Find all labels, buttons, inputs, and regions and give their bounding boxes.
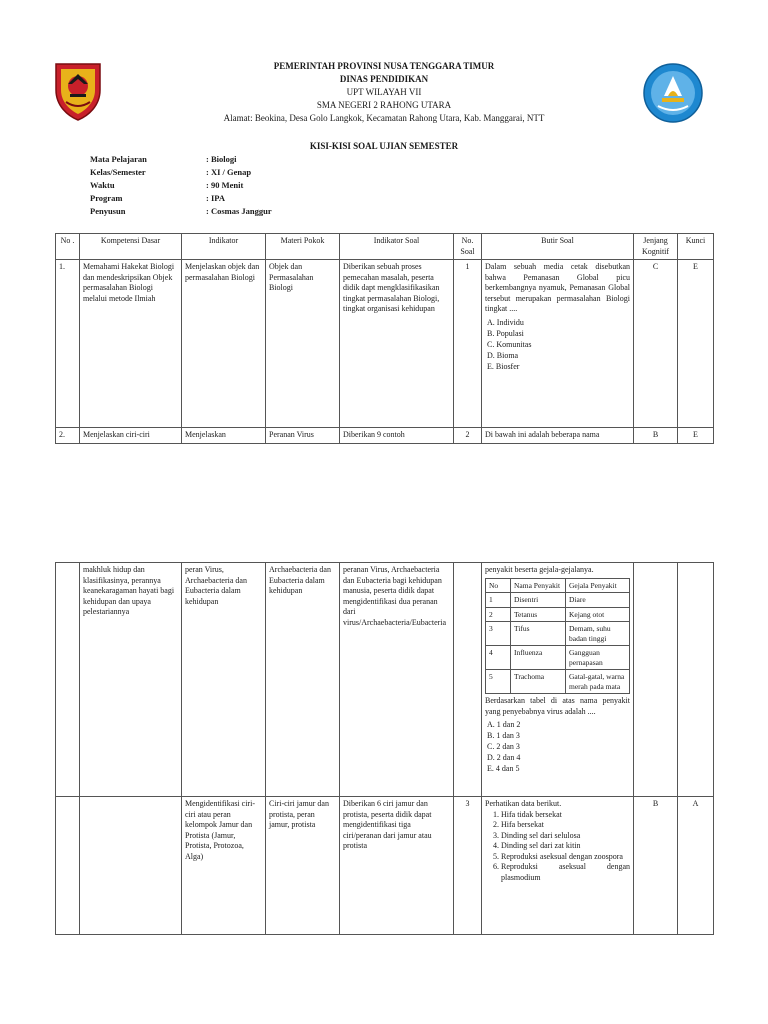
inner-cell: 2 — [486, 607, 511, 622]
data-item: 4. Dinding sel dari zat kitin — [501, 841, 630, 852]
header-no-soal: No. Soal — [454, 234, 482, 260]
table-row — [56, 563, 714, 797]
meta-label: Mata Pelajaran — [90, 154, 147, 164]
data-item: 6. Reproduksi aseksual dengan plasmodium — [501, 862, 630, 883]
letterhead-address: Alamat: Beokina, Desa Golo Langkok, Kecamatan Rahong Utara, Kab. Manggarai, NTT — [223, 113, 545, 123]
inner-cell: Demam, suhu badan tinggi — [566, 622, 630, 646]
cell-materi: Archaebacteria dan Eubacteria dalam kehidupan — [266, 563, 340, 797]
grid-table-page-1 — [55, 233, 714, 444]
question-intro: penyakit beserta gejala-gejalanya. — [485, 565, 594, 574]
grid-table-page-2 — [55, 562, 714, 935]
cell-no — [56, 797, 80, 935]
inner-row — [486, 607, 630, 622]
meta-value: : Biologi — [206, 154, 237, 164]
cell-kd: Menjelaskan ciri-ciri — [80, 428, 182, 444]
cell-indikator: peran Virus, Archaebacteria dan Eubacteria dalam kehidupan — [182, 563, 266, 797]
inner-cell: Kejang otot — [566, 607, 630, 622]
header-no: No . — [56, 234, 80, 260]
inner-cell: 4 — [486, 646, 511, 670]
cell-kunci: E — [678, 428, 714, 444]
inner-cell: Disentri — [511, 593, 566, 608]
inner-header-row — [486, 578, 630, 593]
cell-butir-soal — [482, 797, 634, 935]
meta-value: : 90 Menit — [206, 180, 244, 190]
header-materi: Materi Pokok — [266, 234, 340, 260]
option-list — [485, 317, 630, 372]
header-jenjang: Jenjang Kognitif — [634, 234, 678, 260]
cell-no: 1. — [56, 260, 80, 428]
letterhead-line-1: PEMERINTAH PROVINSI NUSA TENGGARA TIMUR — [273, 61, 495, 71]
cell-kd — [80, 797, 182, 935]
header-kunci: Kunci — [678, 234, 714, 260]
cell-jenjang: B — [634, 428, 678, 444]
header-indikator-soal: Indikator Soal — [340, 234, 454, 260]
data-item: 3. Dinding sel dari selulosa — [501, 831, 630, 842]
letterhead-line-4: SMA NEGERI 2 RAHONG UTARA — [316, 100, 452, 110]
cell-kunci — [678, 563, 714, 797]
cell-kd: Memahami Hakekat Biologi dan mendeskripsikan Objek permasalahan Biologi melalui metode Ilmiah — [80, 260, 182, 428]
header-indikator: Indikator — [182, 234, 266, 260]
data-item: 5. Reproduksi aseksual dengan zoospora — [501, 852, 630, 863]
cell-materi: Peranan Virus — [266, 428, 340, 444]
inner-header-no: No — [486, 578, 511, 593]
meta-value: : XI / Genap — [206, 167, 252, 177]
cell-indikator: Menjelaskan objek dan permasalahan Biologi — [182, 260, 266, 428]
meta-value: : IPA — [206, 193, 225, 203]
meta-label: Kelas/Semester — [90, 167, 146, 177]
cell-indikator-soal: Diberikan 9 contoh — [340, 428, 454, 444]
inner-header-symptom: Gejala Penyakit — [566, 578, 630, 593]
option-item: C. Komunitas — [487, 339, 532, 349]
option-item: E. Biosfer — [487, 361, 520, 371]
option-item: D. Bioma — [487, 350, 519, 360]
inner-cell: 3 — [486, 622, 511, 646]
cell-materi: Objek dan Permasalahan Biologi — [266, 260, 340, 428]
meta-label: Waktu — [90, 180, 115, 190]
inner-cell: Tetanus — [511, 607, 566, 622]
inner-cell: 5 — [486, 670, 511, 694]
data-list — [485, 810, 630, 884]
table-row — [56, 428, 714, 444]
cell-kd: makhluk hidup dan klasifikasinya, perannya keanekaragaman hayati bagi kehidupan dan upaya pelestariannya — [80, 563, 182, 797]
cell-no-soal — [454, 563, 482, 797]
cell-butir-soal — [482, 260, 634, 428]
cell-no-soal: 1 — [454, 260, 482, 428]
inner-row — [486, 646, 630, 670]
cell-kunci: A — [678, 797, 714, 935]
data-item: 1. Hifa tidak bersekat — [501, 810, 630, 821]
cell-jenjang: C — [634, 260, 678, 428]
table-row — [56, 797, 714, 935]
question-text: Berdasarkan tabel di atas nama penyakit yang penyebabnya virus adalah .... — [485, 696, 630, 716]
inner-row — [486, 670, 630, 694]
data-item: 2. Hifa bersekat — [501, 820, 630, 831]
cell-indikator: Mengidentifikasi ciri-ciri atau peran kelompok Jamur dan Protista (Jamur, Protista, Protozoa, Alga) — [182, 797, 266, 935]
meta-value: : Cosmas Janggur — [206, 206, 272, 216]
header-butir-soal: Butir Soal — [482, 234, 634, 260]
meta-label: Program — [90, 193, 123, 203]
option-list — [485, 719, 630, 774]
table-row — [56, 260, 714, 428]
option-item: A. Individu — [487, 317, 524, 327]
inner-cell: Tifus — [511, 622, 566, 646]
cell-indikator-soal: peranan Virus, Archaebacteria dan Eubacteria bagi kehidupan manusia, peserta didik dapat mengidentifikasi dua peranan dari virus/Archaebacteria/Eubacteria — [340, 563, 454, 797]
cell-butir-soal — [482, 563, 634, 797]
option-item: B. 1 dan 3 — [487, 731, 520, 740]
option-item: C. 2 dan 3 — [487, 742, 520, 751]
option-item: A. 1 dan 2 — [487, 720, 521, 729]
cell-no — [56, 563, 80, 797]
cell-kunci: E — [678, 260, 714, 428]
inner-cell: Trachoma — [511, 670, 566, 694]
table-header-row — [56, 234, 714, 260]
cell-butir-soal: Di bawah ini adalah beberapa nama — [482, 428, 634, 444]
cell-materi: Ciri-ciri jamur dan protista, peran jamur, protista — [266, 797, 340, 935]
inner-cell: Influenza — [511, 646, 566, 670]
cell-jenjang: B — [634, 797, 678, 935]
cell-indikator: Menjelaskan — [182, 428, 266, 444]
inner-cell: 1 — [486, 593, 511, 608]
inner-row — [486, 622, 630, 646]
cell-no: 2. — [56, 428, 80, 444]
question-text: Dalam sebuah media cetak disebutkan bahwa Pemanasan Global picu berkembangnya nyamuk, Pemanasan Global tersebut merupakan permasalahan Biologi tingkat .... — [485, 262, 630, 313]
cell-indikator-soal: Diberikan sebuah proses pemecahan masalah, peserta didik dapt mengklasifikasikan tingkat permasalahan Biologi, tingkat organisasi kehidupan — [340, 260, 454, 428]
cell-no-soal: 3 — [454, 797, 482, 935]
option-item: D. 2 dan 4 — [487, 753, 521, 762]
cell-indikator-soal: Diberikan 6 ciri jamur dan protista, peserta didik dapat mengidentifikasi tiga ciri/peranan dari jamur atau protista — [340, 797, 454, 935]
letterhead-line-3: UPT WILAYAH VII — [346, 87, 422, 97]
document-title: KISI-KISI SOAL UJIAN SEMESTER — [309, 141, 459, 151]
inner-header-name: Nama Penyakit — [511, 578, 566, 593]
question-intro: Perhatikan data berikut. — [485, 799, 562, 808]
inner-row — [486, 593, 630, 608]
cell-jenjang — [634, 563, 678, 797]
inner-cell: Gatal-gatal, warna merah pada mata — [566, 670, 630, 694]
header-kd: Kompetensi Dasar — [80, 234, 182, 260]
inner-cell: Gangguan pernapasan — [566, 646, 630, 670]
meta-label: Penyusun — [90, 206, 126, 216]
inner-cell: Diare — [566, 593, 630, 608]
disease-table — [485, 578, 630, 695]
cell-no-soal: 2 — [454, 428, 482, 444]
option-item: B. Populasi — [487, 328, 524, 338]
option-item: E. 4 dan 5 — [487, 764, 520, 773]
letterhead-line-2: DINAS PENDIDIKAN — [339, 74, 429, 84]
